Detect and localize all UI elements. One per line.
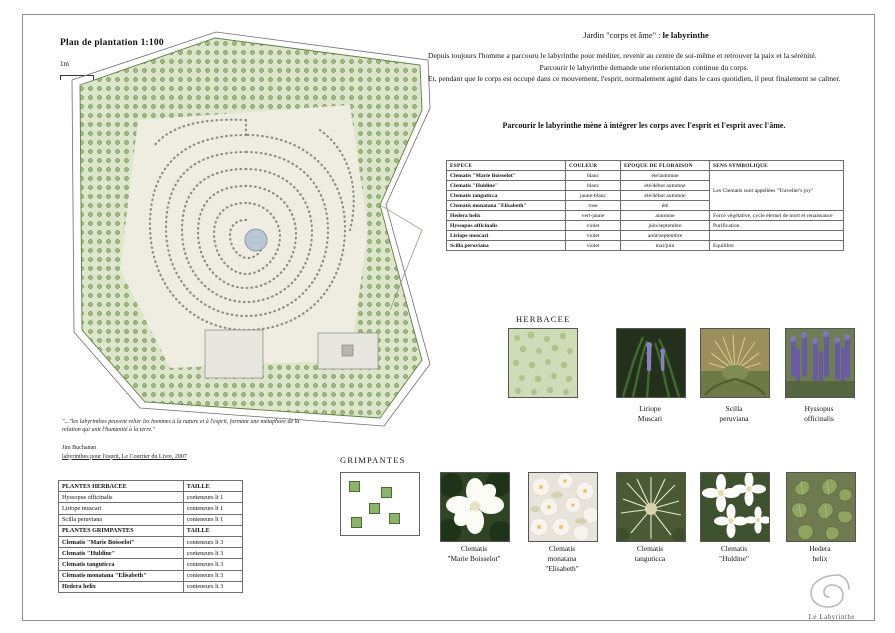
plant-name: Clematis monatana "Elisabeth" (59, 570, 184, 581)
plant-size: conteneurs lt 3 (183, 548, 242, 559)
species-color: violet (566, 221, 621, 231)
page-title (446, 30, 846, 40)
col-taille-1: TAILLE (183, 481, 242, 492)
col-taille-2: TAILLE (183, 525, 242, 536)
species-bloom: été/automne (621, 171, 710, 181)
species-symbolism: Les Clematis sont appellées "Traveller's joy" (710, 171, 844, 211)
species-color: blanc (566, 181, 621, 191)
plant-name: Clematis "Huldine" (59, 548, 184, 559)
plant-size: conteneurs lt 1 (183, 503, 242, 514)
species-bloom: août/septembre (621, 231, 710, 241)
photo-liriope-muscari (616, 328, 686, 398)
plan-drawing (50, 30, 450, 430)
plant-size: conteneurs lt 1 (183, 514, 242, 525)
table-row (59, 581, 243, 592)
caption-clematis-marie-boisselot: Clematis "Marie Boisselot" (447, 544, 501, 563)
key-node (349, 481, 360, 492)
table-row (447, 171, 844, 181)
highlight-text: Parcourir le labyrinthe mène à intégrer les corps avec l'esprit et l'esprit avec l'âme. (502, 121, 786, 130)
species-table (446, 160, 844, 251)
logo-text: Le Labyrinthe (808, 613, 855, 621)
table-row (59, 514, 243, 525)
photo-hyssopus-officinalis (785, 328, 855, 398)
table-row (447, 231, 844, 241)
species-color: rose (566, 201, 621, 211)
key-node (381, 487, 392, 498)
species-name: Hedera helix (447, 211, 566, 221)
intro-text (428, 50, 860, 85)
species-color: violet (566, 231, 621, 241)
caption-clematis-huldine: Clematis "Huldine" (719, 544, 749, 563)
plant-name: Hedera helix (59, 581, 184, 592)
species-name: Scilla peruviana (447, 241, 566, 251)
scale-label: 1m (60, 60, 69, 68)
table-row-header-grimpantes (59, 525, 243, 536)
plan-quote: "..."les labyrinthes peuvent relier les hommes à la nature et à l'esprit, formant une métaphore de la relation qui unit l'humanité à la terre." (62, 419, 300, 433)
photo-scilla-peruviana (700, 328, 770, 398)
species-color: violet (566, 241, 621, 251)
caption-liriope: Liriope Muscari (637, 404, 663, 423)
caption-clematis-tanguticca: Clematis tanguticca (634, 544, 666, 563)
table-row (447, 241, 844, 251)
plant-size: conteneurs lt 1 (183, 492, 242, 503)
photo-herbacee-texture (508, 328, 578, 398)
plant-name: Scilla peruviana (59, 514, 184, 525)
species-bloom: été/début automne (621, 181, 710, 191)
plant-list-table (58, 480, 243, 593)
table-row-header (447, 161, 844, 171)
grimpantes-plan-key (340, 472, 420, 536)
caption-hyssopus: Hyssopus officinalis (804, 404, 834, 423)
species-color: vert-jaune (566, 211, 621, 221)
species-name: Clematis monatana "Elisabeth" (447, 201, 566, 211)
plan-title: Plan de plantation 1:100 (60, 38, 164, 48)
plant-name: Clematis tanguticca (59, 559, 184, 570)
col-plantes-herbacee: PLANTES HERBACEE (59, 481, 184, 492)
photo-clematis-marie-boisselot (440, 472, 510, 542)
source-author: Jim Buchanan (62, 445, 97, 451)
col-epoque: EPOQUE DE FLORAISON (621, 161, 710, 171)
table-row (59, 503, 243, 514)
species-symbolism (710, 231, 844, 241)
species-name: Clematis "Marie Boisselot" (447, 171, 566, 181)
species-symbolism: Equilibre (710, 241, 844, 251)
plant-name: Hyssopus officinalis (59, 492, 184, 503)
section-label-herbacee: HERBACEE (516, 314, 571, 324)
table-row (447, 211, 844, 221)
paragraph-1: Depuis toujours l'homme a parcouru le labyrinthe pour méditer, revenir au centre de soi-même et retrouver la paix et la sérénité. (428, 51, 817, 60)
species-color: jaune-blanc (566, 191, 621, 201)
section-label-grimpantes: GRIMPANTES (340, 455, 406, 465)
source-reference: labyrinthes pour l'esprit, Le Courrier du Livre, 2007 (62, 453, 187, 460)
photo-clematis-huldine (700, 472, 770, 542)
species-bloom: automne (621, 211, 710, 221)
title-prefix: Jardin "corps et âme" : (583, 30, 663, 40)
table-row (59, 536, 243, 547)
table-row (59, 570, 243, 581)
col-espece: ESPECE (447, 161, 566, 171)
plant-name: Clematis "Marie Boisselot" (59, 536, 184, 547)
plant-name: Liriope muscari (59, 503, 184, 514)
plantation-plan (50, 30, 450, 430)
table-row (59, 548, 243, 559)
key-node (351, 517, 362, 528)
col-couleur: COULEUR (566, 161, 621, 171)
species-bloom: juin/septembre (621, 221, 710, 231)
species-color: blanc (566, 171, 621, 181)
species-name: Clematis "Huldine" (447, 181, 566, 191)
caption-scilla: Scilla peruviana (719, 404, 749, 423)
species-symbolism: Force végétative, cycle éternel de mort et renaissance (710, 211, 844, 221)
col-plantes-grimpantes: PLANTES GRIMPANTES (59, 525, 184, 536)
paragraph-2: Parcourir le labyrinthe demande une réorientation continue du corps. (539, 62, 749, 72)
labyrinth-center (245, 229, 267, 251)
plant-size: conteneurs lt 3 (183, 570, 242, 581)
species-bloom: été (621, 201, 710, 211)
species-name: Clematis tanguticca (447, 191, 566, 201)
col-sens: SENS SYMBOLIQUE (710, 161, 844, 171)
species-bloom: mai/juin (621, 241, 710, 251)
paragraph-3: Et, pendant que le corps est occupé dans ce mouvement, l'esprit, normalement agité dans le caos quotidien, il peut finalement se calmer. (428, 74, 841, 84)
key-node (369, 503, 380, 514)
table-row (59, 492, 243, 503)
species-bloom: été/début automne (621, 191, 710, 201)
title-bold: le labyrinthe (662, 30, 709, 40)
table-row (59, 559, 243, 570)
plant-size: conteneurs lt 3 (183, 536, 242, 547)
species-name: Liriope muscari (447, 231, 566, 241)
photo-clematis-monatana-elisabeth (528, 472, 598, 542)
logo-spiral-icon (795, 569, 855, 611)
species-name: Hyssopus officinalis (447, 221, 566, 231)
photo-hedera-helix (786, 472, 856, 542)
plant-size: conteneurs lt 3 (183, 581, 242, 592)
plant-size: conteneurs lt 3 (183, 559, 242, 570)
photo-clematis-tanguticca (616, 472, 686, 542)
caption-clematis-monatana: Clematis monatana "Elisabeth" (545, 544, 579, 573)
table-row-header-herbacee (59, 481, 243, 492)
key-node (389, 513, 400, 524)
caption-hedera-helix: Hedera helix (809, 544, 831, 563)
table-row (447, 221, 844, 231)
species-symbolism: Purification (710, 221, 844, 231)
plan-source (62, 444, 302, 461)
